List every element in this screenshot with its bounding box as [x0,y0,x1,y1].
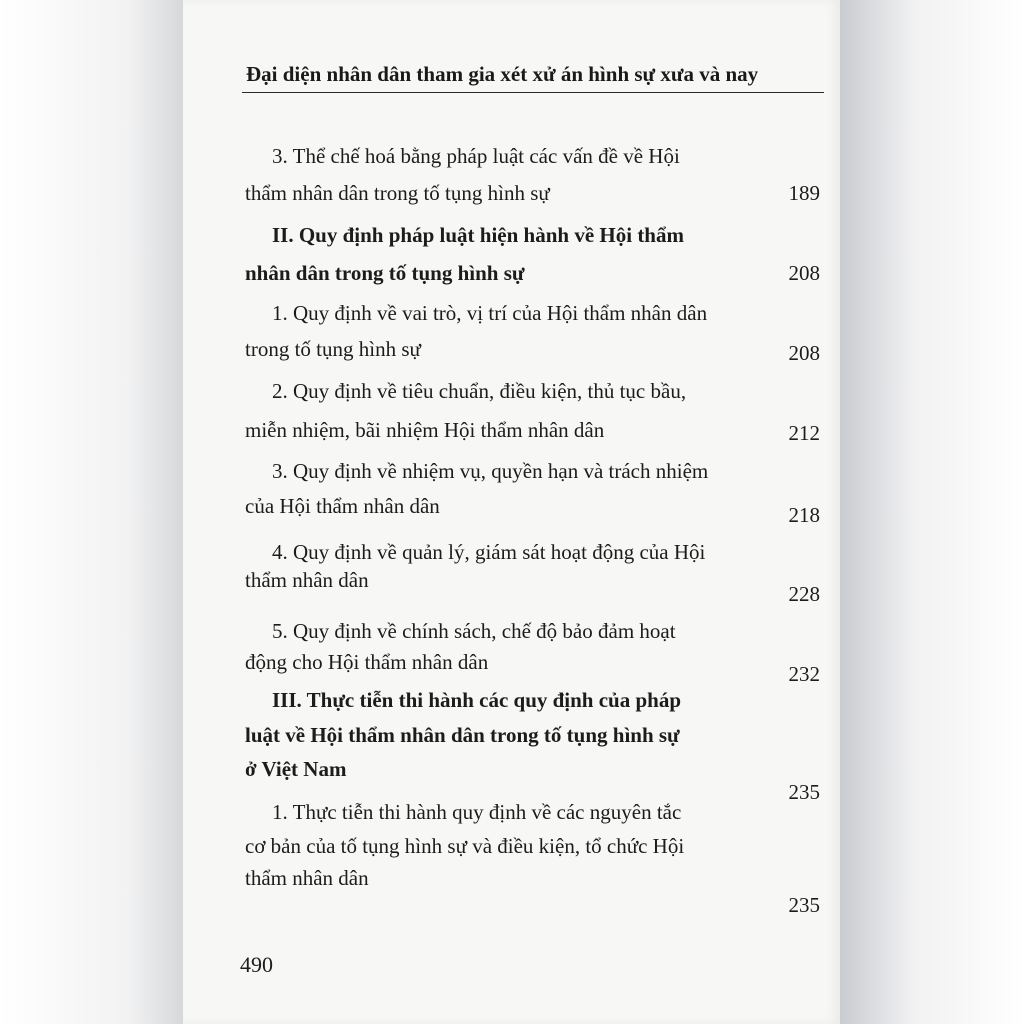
toc-entry-line: của Hội thẩm nhân dân [245,494,440,518]
background-left [0,0,183,1024]
toc-entry-line: 4. Quy định về quản lý, giám sát hoạt động của Hội [272,540,706,564]
toc-entry-line: 2. Quy định về tiêu chuẩn, điều kiện, thủ tục bầu, [272,379,687,403]
page-folio: 490 [240,952,273,977]
toc-page-number: 212 [788,421,820,445]
toc-entry-line: 1. Quy định về vai trò, vị trí của Hội thẩm nhân dân [272,301,708,325]
toc-entry-line: thẩm nhân dân [245,866,369,890]
running-header: Đại diện nhân dân tham gia xét xử án hình sự xưa và nay [246,62,759,86]
toc-page-number: 208 [788,341,820,365]
header-rule [242,92,824,93]
toc-page-number: 218 [788,503,820,527]
toc-entry-line: luật về Hội thẩm nhân dân trong tố tụng hình sự [245,723,680,747]
toc-entry-line: 3. Thể chế hoá bằng pháp luật các vấn đề về Hội [272,144,680,168]
toc-entry-line: thẩm nhân dân [245,568,369,592]
toc-page-number: 208 [788,261,820,285]
toc-entry-line: động cho Hội thẩm nhân dân [245,650,489,674]
toc-entry-line: 1. Thực tiễn thi hành quy định về các nguyên tắc [272,800,682,824]
toc-page-number: 235 [788,893,820,917]
toc-entry-line: III. Thực tiễn thi hành các quy định của pháp [272,688,682,712]
toc-entry-line: miễn nhiệm, bãi nhiệm Hội thẩm nhân dân [245,418,605,442]
toc-entry-line: cơ bản của tố tụng hình sự và điều kiện, tổ chức Hội [245,834,685,858]
toc-page-number: 228 [788,582,820,606]
background-right [840,0,1024,1024]
toc-page-number: 235 [788,780,820,804]
toc-entry-line: 3. Quy định về nhiệm vụ, quyền hạn và trách nhiệm [272,459,709,483]
toc-entry-line: nhân dân trong tố tụng hình sự [245,261,525,285]
toc-entry-line: II. Quy định pháp luật hiện hành về Hội thẩm [272,223,684,247]
toc-entry-line: trong tố tụng hình sự [245,337,421,361]
toc-entry-line: thẩm nhân dân trong tố tụng hình sự [245,181,550,205]
toc-entry-line: ở Việt Nam [245,757,347,781]
toc-entry-line: 5. Quy định về chính sách, chế độ bảo đảm hoạt [272,619,676,643]
toc-page-number: 232 [788,662,820,686]
toc-page-number: 189 [788,181,820,205]
